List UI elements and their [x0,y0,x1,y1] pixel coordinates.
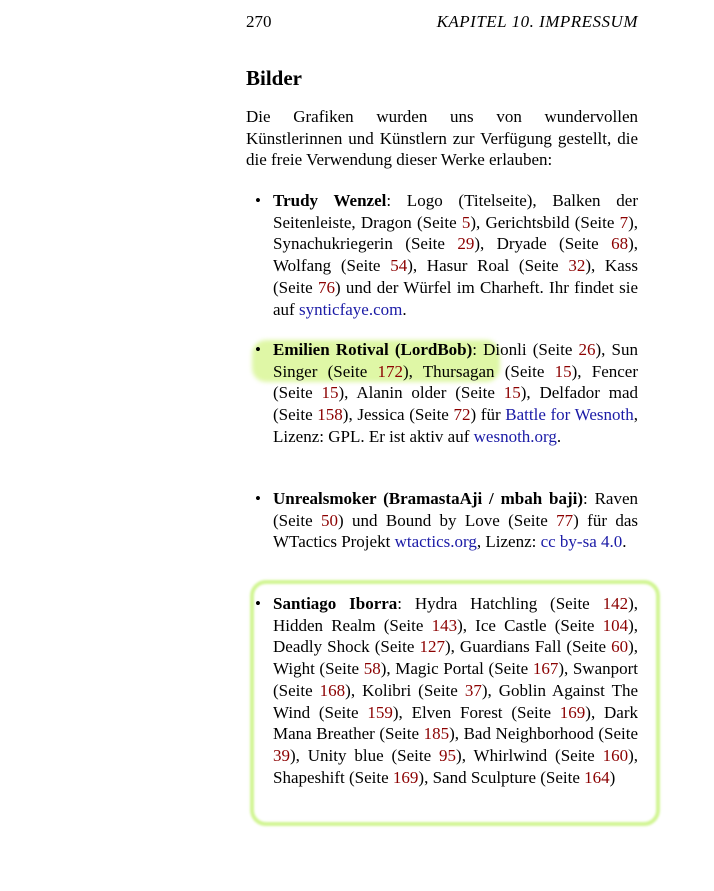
credit-text-run: ), Magic Portal (Seite [380,659,533,679]
credit-text-run: ) für [470,405,506,425]
credit-text-run: ), Kolibri (Seite [345,680,465,700]
credit-item [255,190,639,320]
credit-text-run: . [556,426,562,446]
credit-text-run: ), Wight (Seite [273,637,638,679]
page-ref-link[interactable]: 158 [317,405,343,425]
page-ref-link[interactable]: 127 [419,637,445,657]
credit-text-run: : Hydra Hatchling (Seite [397,594,603,613]
credit-text-run: ), Jessica (Seite [342,405,454,425]
credit-text-run: . [402,299,407,319]
credit-text-run: : Logo (Titelseite), Balken der Seitenleiste, Dragon (Seite [273,191,638,232]
page-ref-link[interactable]: 76 [317,277,335,297]
artist-name: Emilien Rotival (LordBob) [273,340,473,359]
credit-text-run: ), Unity blue (Seite [290,745,440,765]
credit-text-run: ), Kass (Seite [273,256,638,297]
chapter-title: KAPITEL 10. IMPRESSUM [436,12,638,31]
credit-text-run: ), Guardians Fall (Seite [444,637,612,657]
page-ref-link[interactable]: 164 [584,767,610,787]
web-link[interactable]: wesnoth.org [473,426,557,446]
section-title: Bilder [246,66,302,90]
credit-text-run: , Lizenz: [476,532,541,552]
bullet-icon: • [255,489,261,508]
credit-text-run: ), Dryade (Seite [474,234,612,254]
intro-paragraph: Die Grafiken wurden uns von wundervollen Künstlerinnen und Künstlern zur Verfügung gestellt, die die freie Verwendung dieser Werke erlauben: [246,107,638,170]
credit-item [255,593,639,788]
page-ref-link[interactable]: 169 [559,702,586,722]
page-ref-link[interactable]: 168 [319,680,346,700]
credit-text-run: ), Synachukriegerin (Seite [273,212,638,254]
web-link[interactable]: cc by-sa 4.0 [540,532,623,552]
credit-text-run: ), Sun Singer (Seite [273,340,638,381]
page-ref-link[interactable]: 37 [464,680,482,700]
credit-text-run: ), Goblin Against The Wind (Seite [273,680,639,722]
page-ref-link[interactable]: 32 [568,256,586,276]
artist-name: Trudy Wenzel [273,191,387,210]
credit-text-run: ), Shapeshift (Seite [273,745,638,787]
page-ref-link[interactable]: 68 [611,234,629,254]
credit-text-run: : Raven (Seite [273,489,638,530]
page-ref-link[interactable]: 54 [390,256,408,276]
bullet-icon: • [255,340,261,359]
credit-text-run: ), Thursagan (Seite [402,361,555,381]
credit-text [273,594,638,787]
page-ref-link[interactable]: 72 [453,405,471,425]
running-head [246,10,638,34]
page-ref-link[interactable]: 172 [377,361,403,381]
page-ref-link[interactable]: 160 [602,745,629,765]
credit-text-run: ) und der Würfel im Charheft. Ihr findet sie auf [273,277,639,319]
page-ref-link[interactable]: 169 [392,767,419,787]
page-ref-link[interactable]: 15 [554,361,572,381]
page-ref-link[interactable]: 7 [619,212,629,232]
credit-text-run: ), Delfador mad (Seite [273,383,639,425]
credit-text-run: ), Elven Forest (Seite [392,702,560,722]
page-ref-link[interactable]: 95 [439,745,457,765]
page-ref-link[interactable]: 60 [611,637,629,657]
page-number: 270 [246,12,272,31]
bullet-icon: • [255,191,261,210]
page-ref-link[interactable]: 104 [602,615,629,635]
page-ref-link[interactable]: 50 [321,510,338,530]
credit-text-run: ), Deadly Shock (Seite [273,615,639,657]
artist-name: Santiago Iborra [273,594,398,613]
page-ref-link[interactable]: 15 [503,383,521,403]
credit-item [255,339,639,448]
page-ref-link[interactable]: 167 [532,659,559,679]
credit-text-run: ) für das WTactics Projekt [273,510,638,552]
page-ref-link[interactable]: 15 [321,383,339,403]
credit-text-run: ), Whirlwind (Seite [456,745,603,765]
credit-text-run: ), Sand Sculpture (Seite [418,767,585,787]
page-ref-link[interactable]: 5 [461,212,471,232]
credit-text-run: ), Fencer (Seite [273,361,638,403]
credit-text-run: . [622,532,627,552]
web-link[interactable]: wtactics.org [394,532,477,552]
credit-text-run: , Lizenz: GPL. Er ist aktiv auf [273,405,638,446]
page-ref-link[interactable]: 26 [578,340,596,359]
credit-text-run: ), Ice Castle (Seite [457,615,603,635]
credit-item [255,488,638,553]
credit-text-run: : Dionli (Seite [472,340,579,359]
web-link[interactable]: Battle for Wesnoth [505,405,634,425]
credit-text-run: ), Swanport (Seite [273,659,639,700]
credit-text-run: ), Wolfang (Seite [273,234,638,276]
page-ref-link[interactable]: 142 [602,594,629,613]
page-ref-link[interactable]: 58 [363,659,381,679]
credit-text-run: ) und Bound by Love (Seite [338,510,557,530]
artist-name: Unrealsmoker (BramastaAji / mbah baji) [273,489,584,508]
credit-text-run: ), Bad Neighborhood (Seite [449,724,638,744]
credit-text-run: ), Hidden Realm (Seite [273,594,638,635]
credit-text-run: ), Gerichtsbild (Seite [470,212,620,232]
page-ref-link[interactable]: 159 [367,702,393,722]
credit-text [273,191,638,319]
page-ref-link[interactable]: 39 [273,745,290,765]
credit-text-run: ) [609,767,616,787]
page-ref-link[interactable]: 143 [431,615,458,635]
page-ref-link[interactable]: 185 [423,724,450,744]
web-link[interactable]: synticfaye.com [298,299,403,319]
credit-text-run: ), Alanin older (Seite [338,383,504,403]
page-ref-link[interactable]: 29 [457,234,475,254]
page-ref-link[interactable]: 77 [556,510,574,530]
credit-text-run: ), Hasur Roal (Seite [407,256,569,276]
credit-text-run: ), Dark Mana Breather (Seite [273,702,638,744]
bullet-icon: • [255,594,261,613]
